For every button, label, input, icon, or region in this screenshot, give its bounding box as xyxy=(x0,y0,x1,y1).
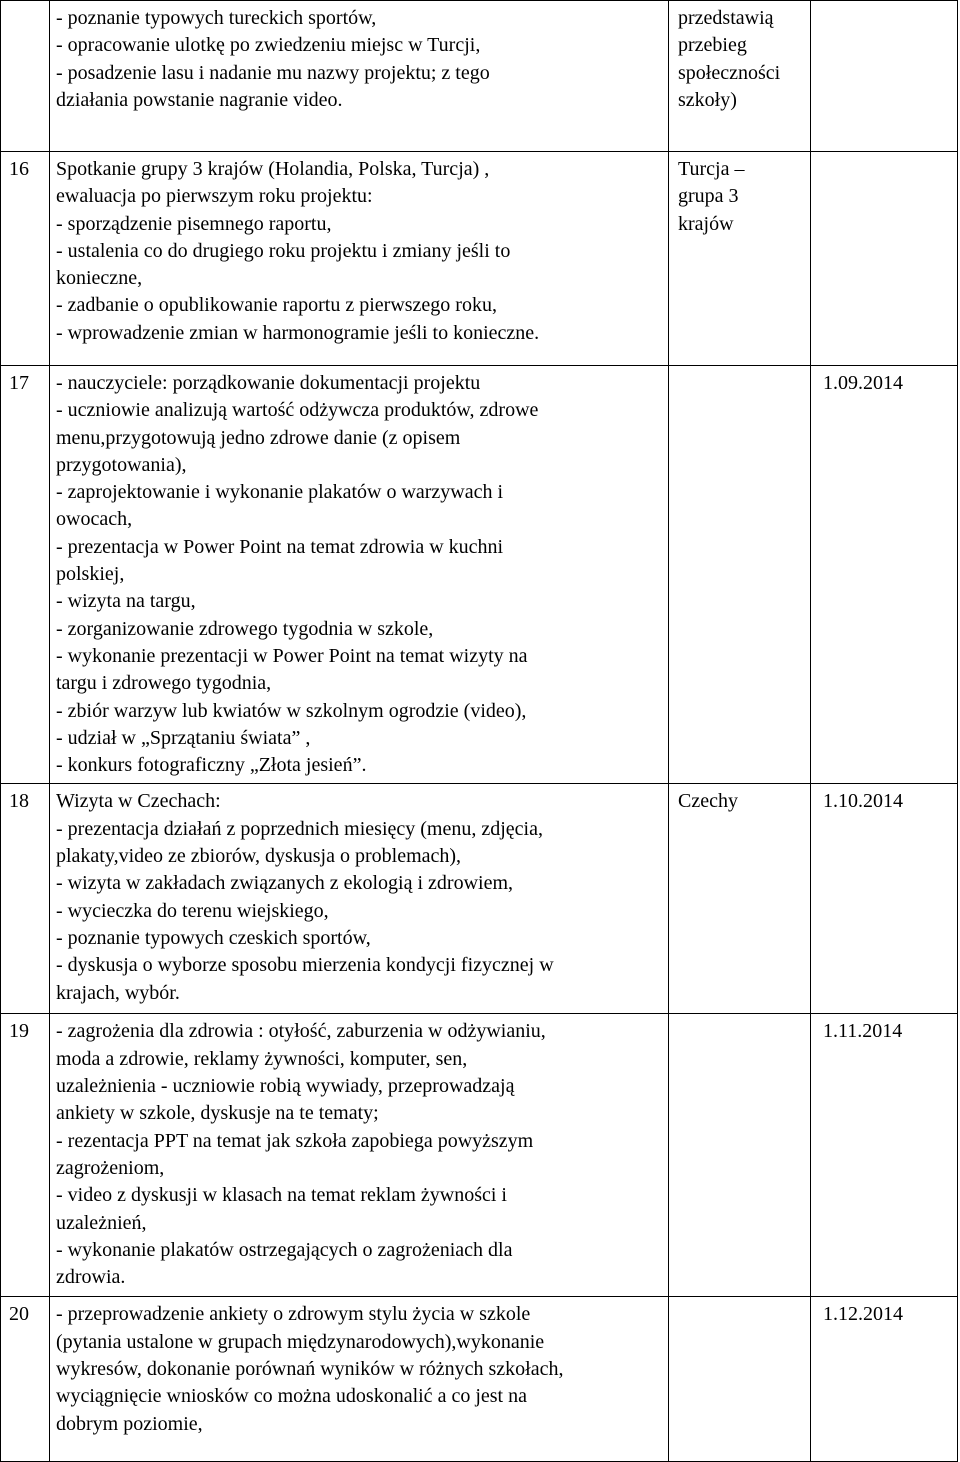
table-row xyxy=(1,1014,958,1297)
place-cell xyxy=(669,1297,811,1462)
place-cell xyxy=(669,152,811,366)
description-line: - wycieczka do terenu wiejskiego, xyxy=(56,899,329,922)
table-row xyxy=(1,152,958,366)
description-line: ewaluacja po pierwszym roku projektu: xyxy=(56,185,373,208)
row-number: 18 xyxy=(1,784,50,1014)
date-cell xyxy=(811,152,958,366)
description-line: - przeprowadzenie ankiety o zdrowym stylu życia w szkole xyxy=(56,1303,531,1326)
description-line: konieczne, xyxy=(56,267,143,290)
activity-description xyxy=(50,1014,669,1297)
description-line: - zorganizowanie zdrowego tygodnia w szkole, xyxy=(56,617,434,640)
table-row xyxy=(1,1,958,152)
table-row xyxy=(1,1297,958,1462)
row-number: 19 xyxy=(1,1014,50,1297)
row-number xyxy=(1,1,50,152)
activity-description xyxy=(50,1297,669,1462)
table-row xyxy=(1,784,958,1014)
schedule-body xyxy=(1,1,958,1462)
activity-description xyxy=(50,152,669,366)
description-line: zdrowia. xyxy=(56,1266,126,1289)
description-line: - dyskusja o wyborze sposobu mierzenia kondycji fizycznej w xyxy=(56,954,554,977)
place-line: krajów xyxy=(678,212,734,235)
description-line: - wykonanie prezentacji w Power Point na temat wizyty na xyxy=(56,644,528,667)
description-line: przygotowania), xyxy=(56,453,187,476)
place-line: społeczności xyxy=(678,61,781,84)
description-line: - konkurs fotograficzny „Złota jesień”. xyxy=(56,754,367,777)
row-number: 16 xyxy=(1,152,50,366)
description-line: - ustalenia co do drugiego roku projektu i zmiany jeśli to xyxy=(56,239,511,262)
description-line: uzależnienia - uczniowie robią wywiady, przeprowadzają xyxy=(56,1075,515,1098)
description-line: plakaty,video ze zbiorów, dyskusja o problemach), xyxy=(56,845,462,868)
description-line: - zaprojektowanie i wykonanie plakatów o warzywach i xyxy=(56,481,504,504)
date-cell: 1.09.2014 xyxy=(811,366,958,784)
description-line: - poznanie typowych tureckich sportów, xyxy=(56,7,377,29)
description-line: uzależnień, xyxy=(56,1211,147,1234)
row-number: 17 xyxy=(1,366,50,784)
description-line: Wizyta w Czechach: xyxy=(56,790,221,813)
description-line: - posadzenie lasu i nadanie mu nazwy projektu; z tego xyxy=(56,61,490,84)
description-line: - wprowadzenie zmian w harmonogramie jeśli to konieczne. xyxy=(56,321,540,344)
description-line: - rezentacja PPT na temat jak szkoła zapobiega powyższym xyxy=(56,1129,534,1152)
description-line: działania powstanie nagranie video. xyxy=(56,88,343,111)
activity-description xyxy=(50,784,669,1014)
row-number: 20 xyxy=(1,1297,50,1462)
description-line: wykresów, dokonanie porównań wyników w różnych szkołach, xyxy=(56,1358,564,1381)
date-cell: 1.10.2014 xyxy=(811,784,958,1014)
date-cell: 1.12.2014 xyxy=(811,1297,958,1462)
place-cell xyxy=(669,366,811,784)
description-line: - zbiór warzyw lub kwiatów w szkolnym ogrodzie (video), xyxy=(56,699,527,722)
description-line: - prezentacja w Power Point na temat zdrowia w kuchni xyxy=(56,535,504,558)
activity-description xyxy=(50,366,669,784)
place-cell xyxy=(669,1014,811,1297)
date-cell xyxy=(811,1,958,152)
description-line: wyciągnięcie wniosków co można udoskonalić a co jest na xyxy=(56,1385,527,1408)
place-line: grupa 3 xyxy=(678,185,739,208)
table-row xyxy=(1,366,958,784)
place-cell xyxy=(669,1,811,152)
place-line: przebieg xyxy=(678,34,747,57)
description-line: - zagrożenia dla zdrowia : otyłość, zaburzenia w odżywianiu, xyxy=(56,1020,546,1043)
description-line: dobrym poziomie, xyxy=(56,1412,203,1435)
description-line: - poznanie typowych czeskich sportów, xyxy=(56,926,371,949)
date-cell: 1.11.2014 xyxy=(811,1014,958,1297)
place-line: przedstawią xyxy=(678,7,774,29)
description-line: - uczniowie analizują wartość odżywcza produktów, zdrowe xyxy=(56,399,539,422)
description-line: ankiety w szkole, dyskusje na te tematy; xyxy=(56,1102,379,1125)
description-line: Spotkanie grupy 3 krajów (Holandia, Polska, Turcja) , xyxy=(56,158,490,180)
place-line: Turcja – xyxy=(678,158,745,180)
description-line: - nauczyciele: porządkowanie dokumentacji projektu xyxy=(56,372,481,394)
description-line: - wykonanie plakatów ostrzegających o zagrożeniach dla xyxy=(56,1238,513,1261)
description-line: - prezentacja działań z poprzednich miesięcy (menu, zdjęcia, xyxy=(56,817,543,840)
activity-description xyxy=(50,1,669,152)
description-line: krajach, wybór. xyxy=(56,981,180,1004)
description-line: - sporządzenie pisemnego raportu, xyxy=(56,212,332,235)
description-line: zagrożeniom, xyxy=(56,1156,165,1179)
description-line: menu,przygotowują jedno zdrowe danie (z opisem xyxy=(56,426,461,449)
description-line: - opracowanie ulotkę po zwiedzeniu miejsc w Turcji, xyxy=(56,34,481,57)
description-line: - wizyta w zakładach związanych z ekologią i zdrowiem, xyxy=(56,872,514,895)
place-line: Czechy xyxy=(678,790,738,813)
description-line: - udział w „Sprzątaniu świata” , xyxy=(56,726,311,749)
description-line: - video z dyskusji w klasach na temat reklam żywności i xyxy=(56,1184,507,1207)
description-line: - zadbanie o opublikowanie raportu z pierwszego roku, xyxy=(56,294,497,317)
description-line: owocach, xyxy=(56,508,133,531)
description-line: (pytania ustalone w grupach międzynarodowych),wykonanie xyxy=(56,1330,545,1353)
place-cell xyxy=(669,784,811,1014)
description-line: targu i zdrowego tygodnia, xyxy=(56,672,272,695)
description-line: polskiej, xyxy=(56,563,125,586)
description-line: moda a zdrowie, reklamy żywności, komputer, sen, xyxy=(56,1047,468,1070)
place-line: szkoły) xyxy=(678,88,737,111)
description-line: - wizyta na targu, xyxy=(56,590,196,613)
